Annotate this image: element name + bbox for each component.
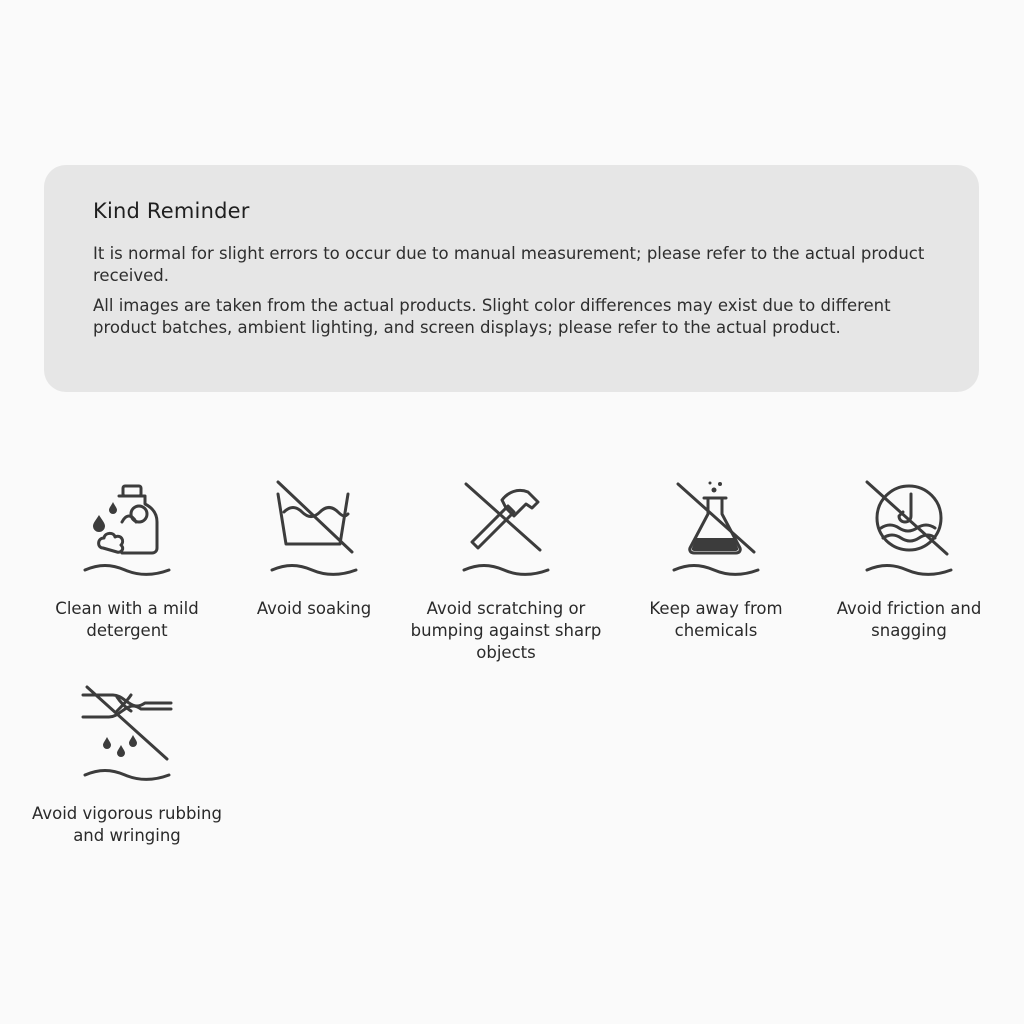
- reminder-title: Kind Reminder: [93, 199, 250, 223]
- care-item-keep-away-chemicals: [611, 478, 821, 642]
- care-item-avoid-friction: [804, 478, 1014, 642]
- care-label-mild-detergent: Clean with a mild detergent: [55, 599, 199, 640]
- kind-reminder-panel: [44, 165, 979, 392]
- care-label-avoid-wringing: Avoid vigorous rubbing and wringing: [32, 804, 222, 845]
- care-label-keep-away-chemicals: Keep away from chemicals: [649, 599, 783, 640]
- care-label-avoid-scratching: Avoid scratching or bumping against sharp objects: [410, 599, 602, 662]
- care-label-avoid-friction: Avoid friction and snagging: [836, 599, 982, 640]
- care-item-avoid-wringing: [22, 683, 232, 847]
- no-wringing-icon: [77, 683, 177, 783]
- reminder-color-note: All images are taken from the actual products. Slight color differences may exist due to different product batches, ambient lighting, and screen displays; please refer to the actual product.: [93, 296, 891, 337]
- detergent-bottle-icon: [77, 478, 177, 578]
- no-soaking-icon: [264, 478, 364, 578]
- care-item-mild-detergent: [22, 478, 232, 642]
- care-item-avoid-soaking: [209, 478, 419, 620]
- care-item-avoid-scratching: [401, 478, 611, 664]
- no-hammer-icon: [456, 478, 556, 578]
- care-label-avoid-soaking: Avoid soaking: [256, 599, 372, 618]
- no-snagging-icon: [859, 478, 959, 578]
- no-chemicals-icon: [666, 478, 766, 578]
- reminder-measurement-note: It is normal for slight errors to occur due to manual measurement; please refer to the actual product received.: [93, 244, 925, 285]
